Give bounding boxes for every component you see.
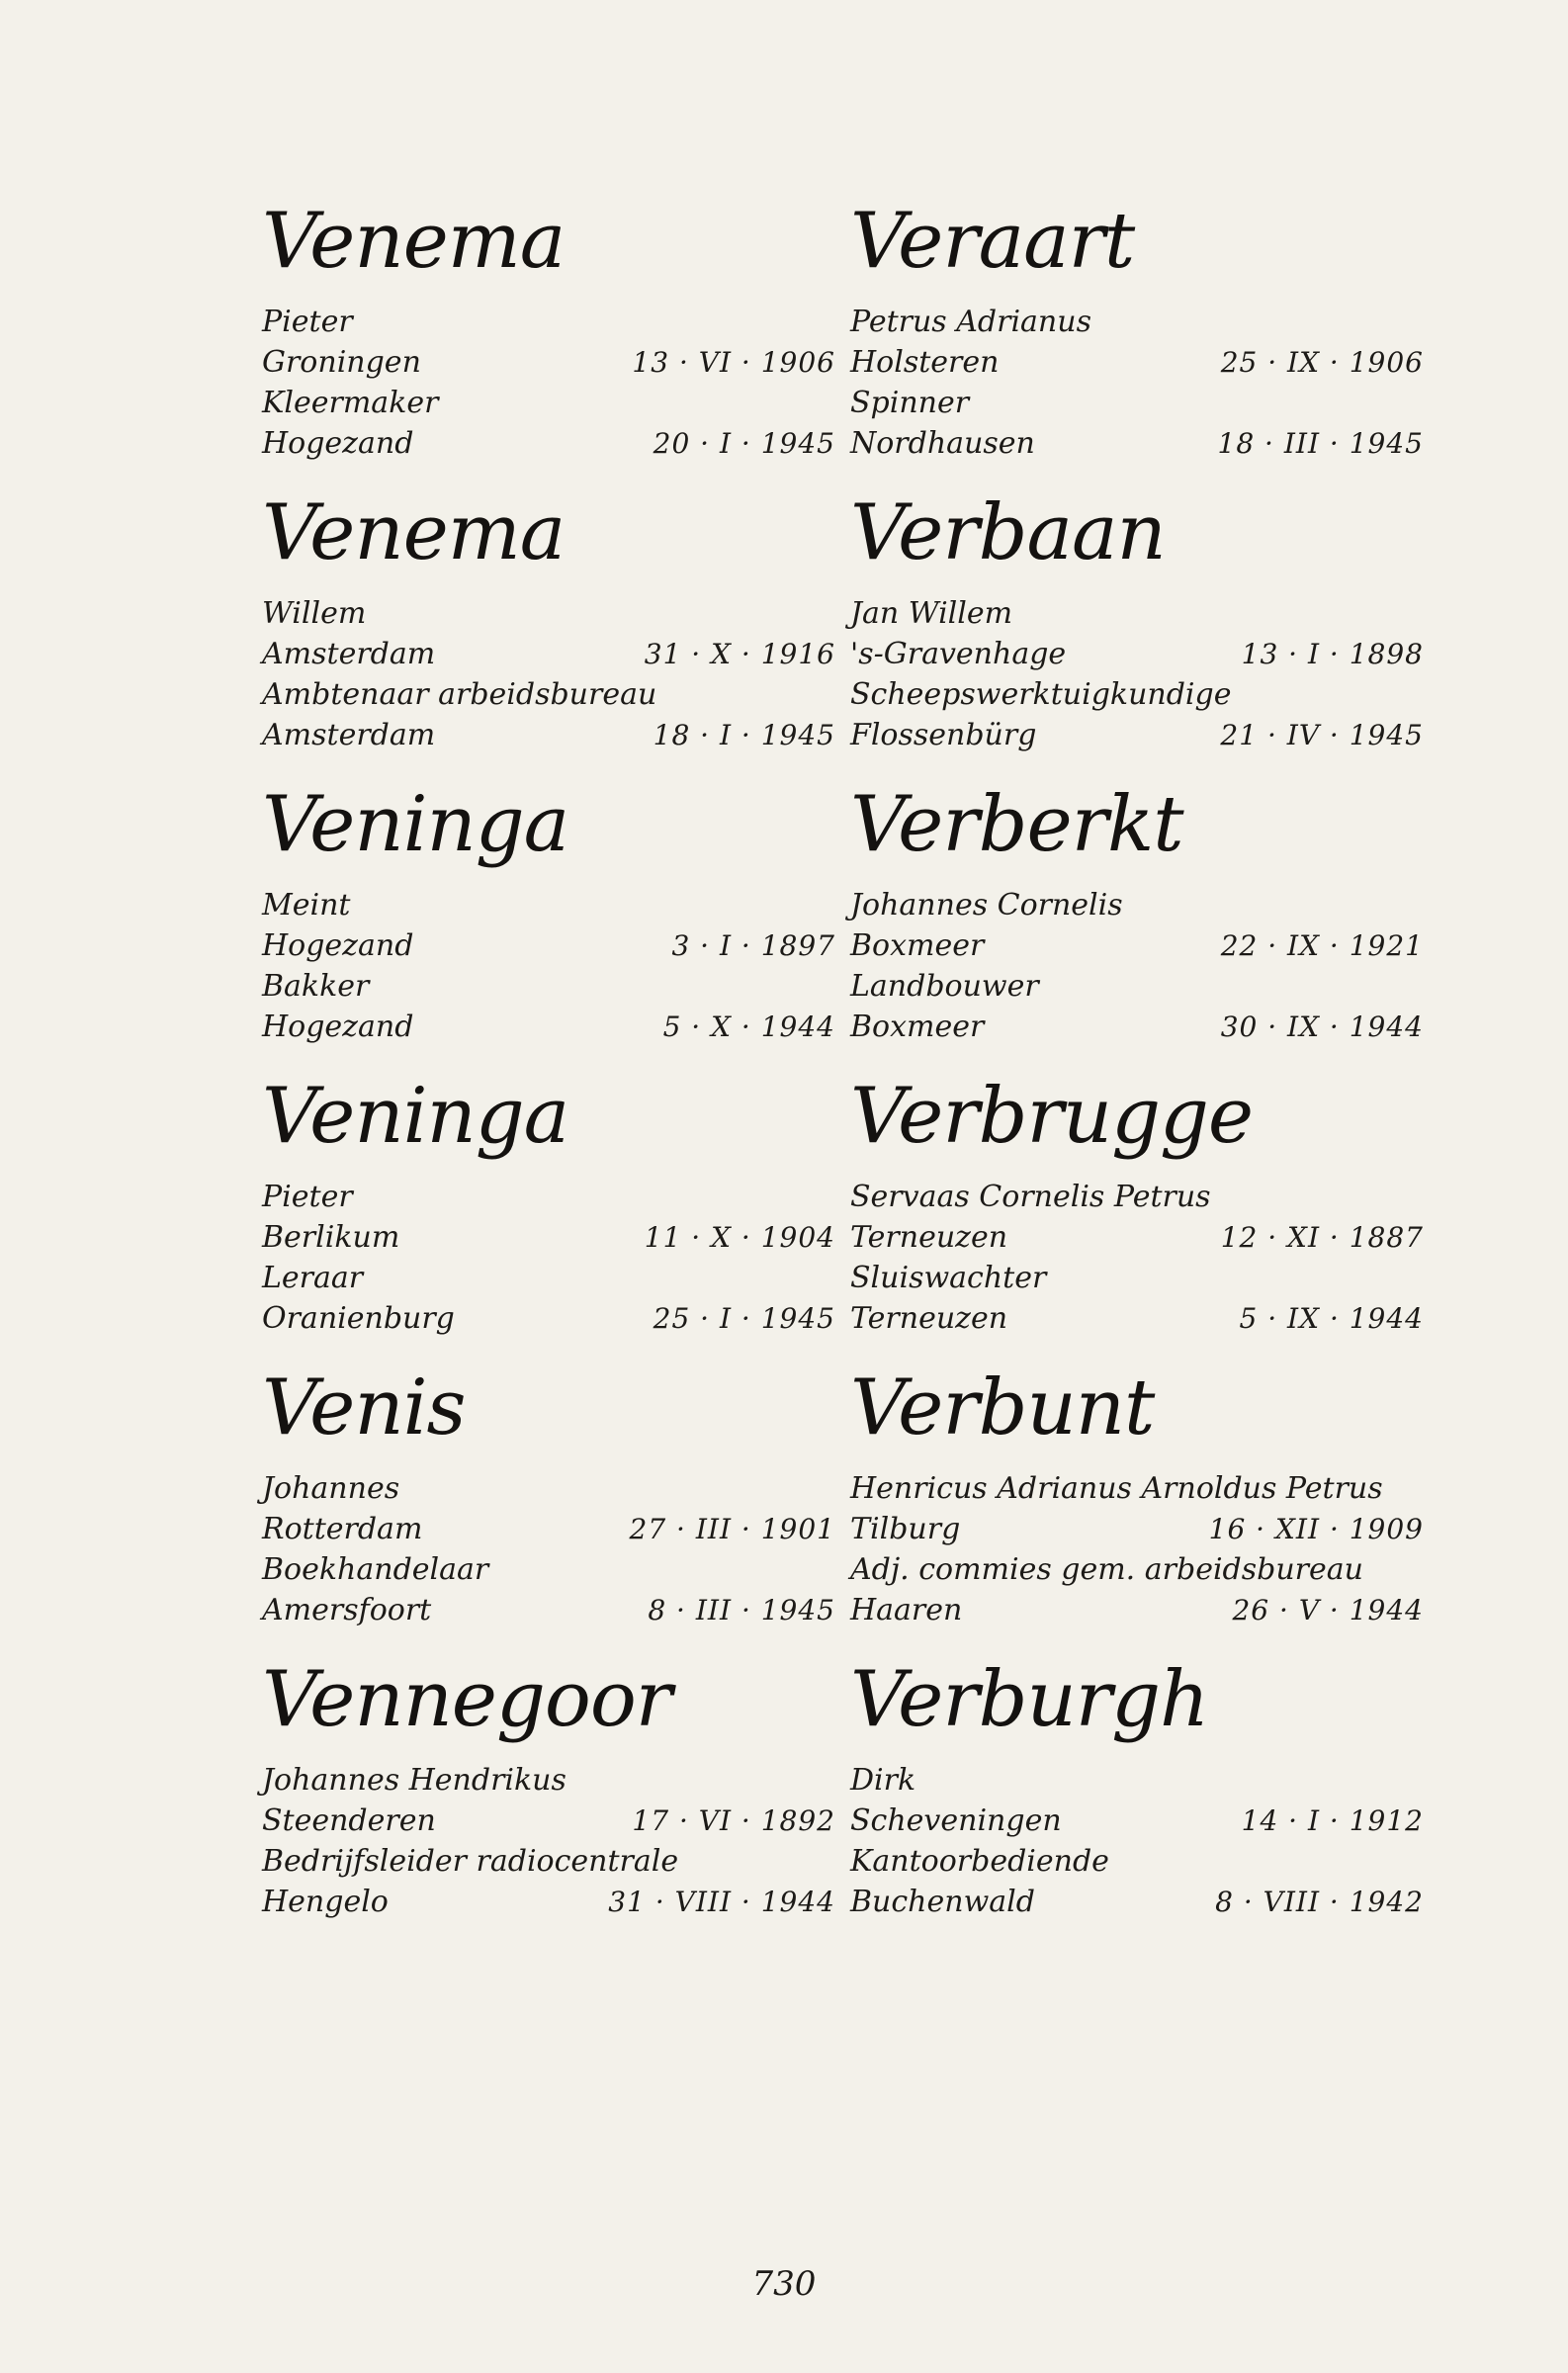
death-place: Amsterdam (262, 718, 436, 752)
surname: Verbunt (850, 1363, 1155, 1452)
death-date: 18 · I · 1945 (653, 719, 835, 751)
death-place: Hengelo (262, 1885, 389, 1919)
death-line (262, 1882, 835, 1922)
first-names: Dirk (850, 1763, 916, 1798)
birth-place: Hogezand (262, 928, 414, 963)
birth-place: Groningen (262, 345, 421, 380)
occupation-line (850, 383, 1424, 423)
surname: Veninga (262, 1072, 569, 1161)
surname: Venema (262, 197, 566, 286)
entry-venema-willem (262, 475, 835, 766)
birth-date: 12 · XI · 1887 (1220, 1221, 1424, 1254)
birth-date: 3 · I · 1897 (671, 929, 835, 962)
entry-vennegoor-johannes-hendrikus (262, 1641, 835, 1933)
surname: Vennegoor (262, 1655, 672, 1744)
left-column (262, 183, 835, 1933)
first-names: Henricus Adrianus Arnoldus Petrus (850, 1471, 1383, 1506)
birth-place: Scheveningen (850, 1803, 1062, 1838)
death-place: Hogezand (262, 1010, 414, 1044)
occupation: Sluiswachter (850, 1261, 1047, 1295)
occupation-line (262, 674, 835, 715)
first-names-line (850, 1468, 1424, 1509)
birth-date: 16 · XII · 1909 (1208, 1513, 1424, 1545)
surname: Venema (262, 488, 566, 577)
birth-place: Berlikum (262, 1220, 400, 1255)
birth-line (850, 634, 1424, 674)
death-place: Terneuzen (850, 1301, 1008, 1336)
entry-verbaan-jan-willem (850, 475, 1424, 766)
death-line (850, 1298, 1424, 1339)
occupation-line (262, 1549, 835, 1590)
first-names: Pieter (262, 305, 353, 339)
death-place: Boxmeer (850, 1010, 985, 1044)
death-line (850, 1007, 1424, 1047)
entry-verbunt-henricus (850, 1350, 1424, 1641)
birth-place: Terneuzen (850, 1220, 1008, 1255)
birth-place: Amsterdam (262, 637, 436, 671)
death-place: Amersfoort (262, 1593, 432, 1627)
entry-venis-johannes (262, 1350, 835, 1641)
death-date: 5 · IX · 1944 (1239, 1302, 1424, 1335)
death-line (262, 423, 835, 464)
entry-verberkt-johannes-cornelis (850, 766, 1424, 1058)
occupation-line (850, 966, 1424, 1007)
first-names: Johannes (262, 1471, 400, 1506)
death-place: Oranienburg (262, 1301, 455, 1336)
birth-line (850, 1217, 1424, 1258)
entry-verburgh-dirk (850, 1641, 1424, 1933)
birth-place: Holsteren (850, 345, 1000, 380)
birth-line (262, 1801, 835, 1841)
first-names: Petrus Adrianus (850, 305, 1091, 339)
birth-date: 11 · X · 1904 (644, 1221, 835, 1254)
first-names-line (262, 1760, 835, 1801)
death-line (262, 1298, 835, 1339)
occupation: Landbouwer (850, 969, 1039, 1004)
occupation-line (850, 674, 1424, 715)
birth-date: 25 · IX · 1906 (1220, 346, 1424, 379)
surname: Verbaan (850, 488, 1166, 577)
birth-line (850, 925, 1424, 966)
first-names-line (850, 302, 1424, 342)
death-date: 18 · III · 1945 (1217, 427, 1424, 460)
occupation: Kantoorbediende (850, 1844, 1109, 1879)
birth-line (262, 1217, 835, 1258)
first-names: Willem (262, 596, 367, 631)
death-date: 21 · IV · 1945 (1220, 719, 1424, 751)
occupation-line (262, 1258, 835, 1298)
surname: Verbrugge (850, 1072, 1254, 1161)
birth-date: 17 · VI · 1892 (632, 1804, 835, 1837)
death-date: 31 · VIII · 1944 (608, 1886, 835, 1918)
birth-date: 14 · I · 1912 (1241, 1804, 1424, 1837)
occupation: Scheepswerktuigkundige (850, 677, 1232, 712)
occupation-line (850, 1841, 1424, 1882)
death-date: 20 · I · 1945 (653, 427, 835, 460)
birth-line (262, 925, 835, 966)
death-date: 30 · IX · 1944 (1220, 1011, 1424, 1043)
birth-line (262, 342, 835, 383)
first-names-line (262, 1177, 835, 1217)
birth-line (850, 1801, 1424, 1841)
birth-line (262, 1509, 835, 1549)
death-date: 8 · III · 1945 (648, 1594, 835, 1626)
page-number: 730 (751, 2264, 817, 2304)
first-names-line (262, 1468, 835, 1509)
death-line (850, 423, 1424, 464)
birth-date: 13 · VI · 1906 (632, 346, 835, 379)
first-names: Johannes Hendrikus (262, 1763, 566, 1798)
entry-verbrugge-servaas-cornelis-petrus (850, 1058, 1424, 1350)
occupation: Bedrijfsleider radiocentrale (262, 1844, 679, 1879)
birth-line (262, 634, 835, 674)
birth-place: Boxmeer (850, 928, 985, 963)
occupation: Bakker (262, 969, 370, 1004)
first-names: Johannes Cornelis (850, 888, 1123, 923)
entry-veninga-meint (262, 766, 835, 1058)
death-place: Nordhausen (850, 426, 1035, 461)
surname: Verberkt (850, 780, 1183, 869)
death-line (850, 1882, 1424, 1922)
first-names-line (262, 885, 835, 925)
surname: Venis (262, 1363, 466, 1452)
death-line (262, 1007, 835, 1047)
surname: Veninga (262, 780, 569, 869)
occupation: Ambtenaar arbeidsbureau (262, 677, 657, 712)
occupation: Kleermaker (262, 386, 439, 420)
birth-place: Steenderen (262, 1803, 436, 1838)
occupation-line (850, 1549, 1424, 1590)
first-names: Jan Willem (850, 596, 1013, 631)
entry-veninga-pieter (262, 1058, 835, 1350)
occupation: Adj. commies gem. arbeidsbureau (850, 1552, 1363, 1587)
occupation-line (262, 383, 835, 423)
first-names-line (850, 885, 1424, 925)
first-names-line (850, 1760, 1424, 1801)
first-names-line (262, 302, 835, 342)
birth-place: Rotterdam (262, 1512, 423, 1546)
death-place: Hogezand (262, 426, 414, 461)
death-line (262, 715, 835, 755)
right-column (850, 183, 1424, 1933)
death-place: Flossenbürg (850, 718, 1037, 752)
first-names-line (850, 1177, 1424, 1217)
death-line (850, 715, 1424, 755)
first-names: Servaas Cornelis Petrus (850, 1180, 1211, 1214)
occupation-line (262, 1841, 835, 1882)
death-date: 5 · X · 1944 (662, 1011, 835, 1043)
first-names: Pieter (262, 1180, 353, 1214)
birth-line (850, 342, 1424, 383)
death-date: 26 · V · 1944 (1232, 1594, 1424, 1626)
occupation-line (850, 1258, 1424, 1298)
occupation: Boekhandelaar (262, 1552, 489, 1587)
death-place: Haaren (850, 1593, 963, 1627)
death-line (262, 1590, 835, 1630)
first-names-line (850, 593, 1424, 634)
entry-veraart-petrus-adrianus (850, 183, 1424, 475)
birth-date: 13 · I · 1898 (1241, 638, 1424, 670)
death-date: 25 · I · 1945 (653, 1302, 835, 1335)
first-names: Meint (262, 888, 351, 923)
birth-date: 22 · IX · 1921 (1220, 929, 1424, 962)
occupation-line (262, 966, 835, 1007)
surname: Veraart (850, 197, 1135, 286)
first-names-line (262, 593, 835, 634)
surname: Verburgh (850, 1655, 1209, 1744)
occupation: Spinner (850, 386, 970, 420)
death-line (850, 1590, 1424, 1630)
occupation: Leraar (262, 1261, 364, 1295)
birth-line (850, 1509, 1424, 1549)
entry-venema-pieter (262, 183, 835, 475)
death-place: Buchenwald (850, 1885, 1035, 1919)
death-date: 8 · VIII · 1942 (1215, 1886, 1424, 1918)
birth-date: 27 · III · 1901 (629, 1513, 835, 1545)
birth-place: 's-Gravenhage (850, 637, 1067, 671)
birth-date: 31 · X · 1916 (644, 638, 835, 670)
birth-place: Tilburg (850, 1512, 961, 1546)
